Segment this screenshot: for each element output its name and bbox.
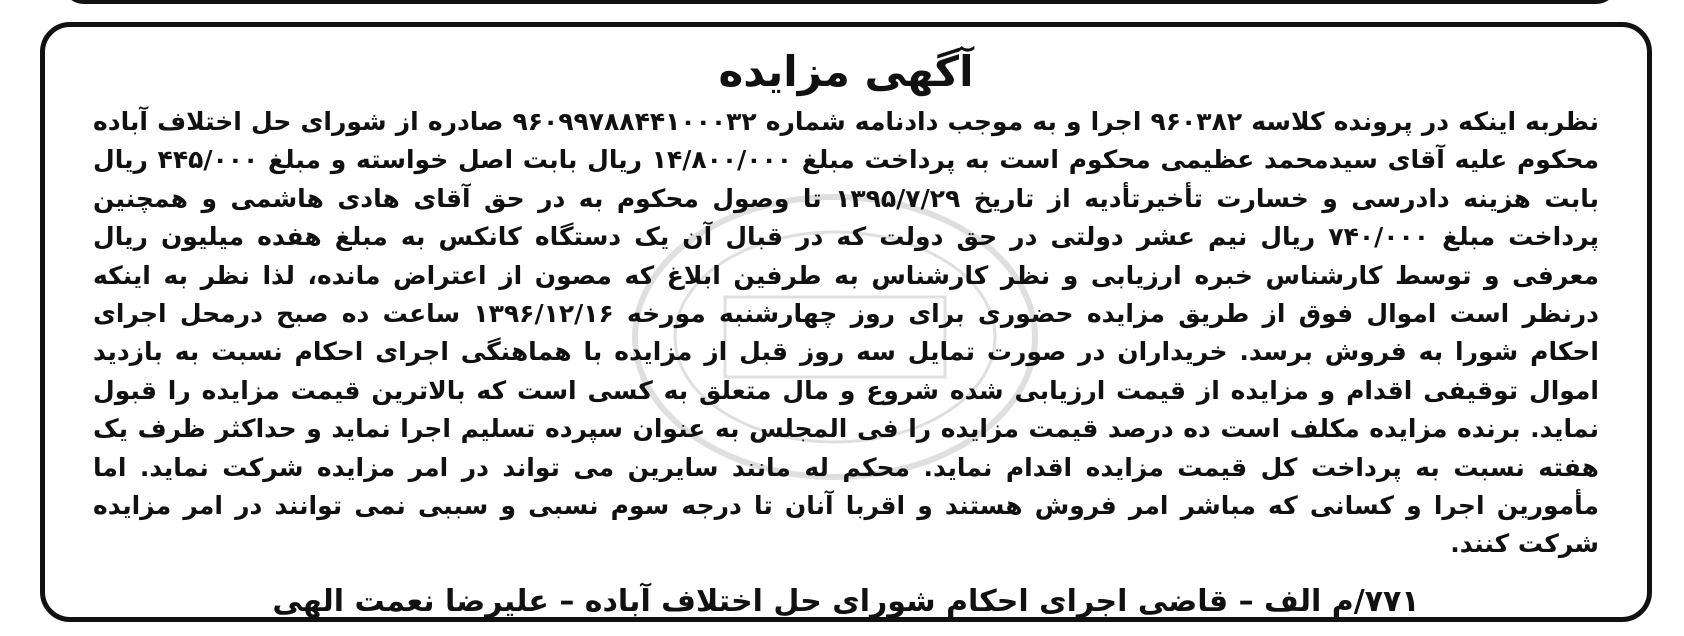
notice-body: نظربه اینکه در پرونده کلاسه ۹۶۰۳۸۲ اجرا و به موجب دادنامه شماره ۹۶۰۹۹۷۸۸۴۴۱۰۰۰۳۲ صادره از شورای حل اختلاف آباده محکوم علیه آقای سیدمحمد عظیمی محکوم است به پرداخت مبلغ ۱۴/۸۰۰/۰۰۰ ریال بابت اصل خواسته و مبلغ ۴۴۵/۰۰۰ ریال بابت هزینه دادرسی و خسارت تأخیرتأدیه از تاریخ ۱۳۹۵/۷/۲۹ تا وصول محکوم به در حق آقای هادی هاشمی و همچنین پرداخت مبلغ ۷۴۰/۰۰۰ ریال نیم عشر دولتی در حق دولت که در قبال آن یک دستگاه کانکس به مبلغ هفده میلیون ریال معرفی و توسط کارشناس خبره ارزیابی و نظر کارشناس به طرفین ابلاغ که مصون از اعتراض مانده، لذا نظر به اینکه درنظر است اموال فوق از طریق مزایده حضوری برای روز چهارشنبه مورخه ۱۳۹۶/۱۲/۱۶ ساعت ده صبح درمحل اجرای احکام شورا به فروش برسد. خریداران در صورت تمایل سه روز قبل از مزایده با هماهنگی اجرای احکام نسبت به بازدید اموال توقیفی اقدام و مزایده از قیمت ارزیابی شده شروع و مال متعلق به کسی است که بالاترین قیمت مزایده را قبول نماید. برنده مزایده مکلف است ده درصد قیمت مزایده را فی المجلس به عنوان سپرده تسلیم اجرا نماید و حداکثر ظرف یک هفته نسبت به پرداخت کل قیمت مزایده اقدام نماید. محکم له مانند سایرین می تواند در امر مزایده شرکت نماید. اما مأمورین اجرا و کسانی که مباشر امر فروش هستند و اقربا آنان تا درجه سوم نسبی و سببی نمی توانند در امر مزایده شرکت کنند.	[93, 107, 1600, 559]
previous-notice-border	[62, 0, 1618, 4]
notice-signature: ۷۷۱/م الف – قاضی اجرای احکام شورای حل اختلاف آباده – علیرضا نعمت الهی	[272, 583, 1420, 619]
auction-notice	[40, 22, 1652, 622]
notice-title: آگهی مزایده	[718, 47, 974, 96]
